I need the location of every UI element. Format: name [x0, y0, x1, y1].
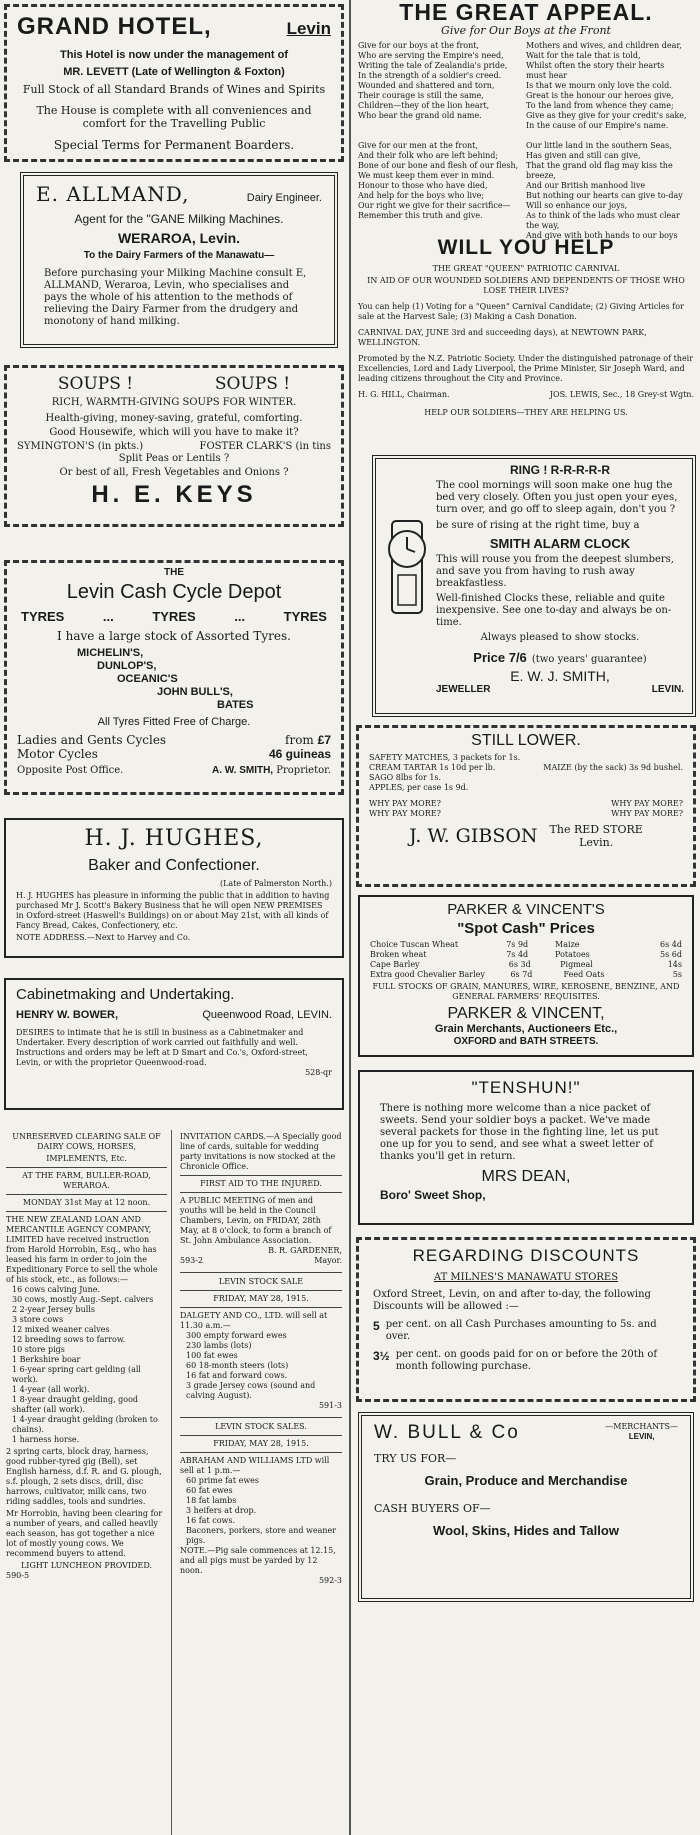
help-secretary: JOS. LEWIS, Sec., 18 Grey-st Wgtn.	[549, 390, 694, 399]
list-item: 18 fat lambs	[186, 1496, 237, 1505]
cycle-price2: 46 guineas	[268, 747, 331, 761]
small-notices	[176, 1130, 346, 1835]
appeal-subtitle: Give for Our Boys at the Front	[441, 24, 611, 37]
verse-line: To the land from whence they came;	[526, 101, 674, 110]
list-item: 16 fat cows.	[186, 1516, 236, 1525]
cycle-depot-ad	[4, 560, 344, 795]
list-item: 3 grade Jersey cows (sound and calving August).	[186, 1381, 316, 1400]
hughes-body: H. J. HUGHES has pleasure in informing the public that in addition to having purchased Mr J. Scott's Bakery Business that he will open NEW PREMISES in Oxford-street (Haswell's Buildings) on or about May 21st, with all kinds of Fancy Bread, Cakes, Confectionery, etc.	[16, 891, 330, 930]
verse-line: Children—they of the lion heart,	[358, 101, 490, 110]
soups-symington: SYMINGTON'S (in pkts.)	[17, 441, 144, 452]
cycle-motor: Motor Cycles	[17, 747, 98, 761]
verse-line: That the grand old flag may kiss the	[526, 161, 673, 170]
bower-body: DESIRES to intimate that he is still in business as a Cabinetmaker and Undertaker. Every description of work carried out faithfully and well. Instructions and orders may be left at D Smart and Co.'s, Oxford-street, Levin, or with the proprietor Queenwood-road.	[16, 1028, 308, 1067]
appeal-left-verses	[358, 41, 519, 241]
clock-price: Price 7/6	[473, 650, 527, 665]
parker-trade: Grain Merchants, Auctioneers Etc.,	[434, 1023, 618, 1035]
discounts-head: REGARDING DISCOUNTS	[412, 1246, 640, 1265]
table-row	[370, 960, 682, 970]
cycle-tyres-2: TYRES	[152, 609, 196, 624]
price-item: Pigmeal	[560, 960, 593, 969]
clock-seller: E. W. J. SMITH,	[510, 668, 610, 684]
still-why-4: WHY PAY MORE?	[611, 809, 683, 818]
still-why-3: WHY PAY MORE?	[369, 809, 441, 818]
grand-hotel-line1: This Hotel is now under the management of	[60, 49, 288, 61]
stock-sale-2-ref: 592-3	[318, 1576, 342, 1585]
price-value: 6s 7d	[510, 970, 533, 979]
verse-line: Give for our men at the front,	[358, 141, 478, 150]
bull-name: W. BULL & Co	[374, 1422, 520, 1443]
still-title: STILL LOWER.	[471, 732, 581, 749]
stock-sale-1-date: FRIDAY, MAY 28, 1915.	[213, 1294, 309, 1303]
price-value: 14s	[667, 960, 682, 969]
price-item: Potatoes	[555, 950, 590, 959]
grand-hotel-line3: Full Stock of all Standard Brands of Wines and Spirits	[22, 83, 326, 96]
parker-spot: "Spot Cash" Prices	[457, 920, 595, 937]
stock-sale-1-head: LEVIN STOCK SALE	[218, 1277, 304, 1286]
verse-line: As to think of the lads who must clear	[526, 211, 680, 220]
clock-p5: Always pleased to show stocks.	[480, 632, 640, 643]
cycle-opposite: Opposite Post Office.	[17, 765, 124, 776]
clock-p4: Well-finished Clocks these, reliable and quite inexpensive. See one to-day and always be on-time.	[436, 593, 672, 628]
first-aid-ref: 593-2	[180, 1256, 204, 1265]
cycle-from: from	[285, 733, 314, 747]
clearing-ref: 590-5	[6, 1571, 30, 1580]
price-value: 6s 4d	[660, 940, 682, 949]
list-item: 100 fat ewes	[186, 1351, 238, 1360]
help-s1: THE GREAT "QUEEN" PATRIOTIC CARNIVAL	[432, 264, 620, 273]
grand-hotel-place: Levin	[286, 19, 331, 38]
price-value: 5s	[672, 970, 682, 979]
still-lower-ad	[356, 725, 696, 887]
cycle-title: Levin Cash Cycle Depot	[66, 581, 282, 603]
price-item: Feed Oats	[563, 970, 605, 979]
cycle-tyres-3: TYRES	[283, 609, 327, 624]
first-aid-body: A PUBLIC MEETING of men and youths will be held in the Council Chambers, Levin, on FRIDAY, 28th May, at 8 o'clock, to form a branch of St. John Ambulance Association.	[180, 1196, 332, 1245]
price-value: 6s 3d	[508, 960, 531, 969]
cycle-brand-dunlop: DUNLOP'S,	[97, 660, 157, 672]
verse-line: Bone of our bone and flesh of our flesh,	[358, 161, 519, 170]
verse-line: the way,	[526, 221, 560, 230]
verse-line: must hear	[526, 71, 568, 80]
verse-line: But nothing our hearts can give to-day	[526, 191, 683, 200]
list-item: 12 mixed weaner calves	[12, 1325, 110, 1334]
clearing-lunch: LIGHT LUNCHEON PROVIDED.	[20, 1561, 153, 1570]
verse-line: Their courage is still the same,	[358, 91, 484, 100]
verse-line: Writing the tale of Zealandia's pride,	[358, 61, 508, 70]
verse-line: Wait for the tale that is told,	[526, 51, 641, 60]
parker-stocks: FULL STOCKS OF GRAIN, MANURES, WIRE, KEROSENE, BENZINE, AND GENERAL FARMERS' REQUISITES.	[372, 982, 680, 1001]
stock-sale-2-date: FRIDAY, MAY 28, 1915.	[213, 1439, 309, 1448]
cycle-proprietor: Proprietor.	[276, 765, 331, 776]
verse-line: Our right we give for their sacrifice—	[358, 201, 511, 210]
cycle-brand-oceanic: OCEANIC'S	[117, 673, 178, 685]
help-title: WILL YOU HELP	[437, 236, 615, 259]
verse-line: Whilst often the story their hearts	[526, 61, 665, 70]
hughes-name: H. J. HUGHES,	[84, 826, 264, 851]
soups-head1: SOUPS !	[57, 374, 134, 394]
cycle-ladies: Ladies and Gents Cycles	[17, 733, 167, 747]
help-p3: Promoted by the N.Z. Patriotic Society. Under the distinguished patronage of their Excellencies, Lord and Lady Liverpool, the Prime Minister, Sir Joseph Ward, and leading citizens throughout the City and Province.	[358, 354, 694, 383]
list-item: 1 4-year (all work).	[12, 1385, 90, 1394]
help-p1: You can help (1) Voting for a "Queen" Carnival Candidate; (2) Giving Articles for sale at the Harvest Sale; (3) Making a Cash Donation.	[358, 302, 684, 321]
list-item: 16 cows calving June.	[12, 1285, 101, 1294]
list-item: 60 prime fat ewes	[186, 1476, 259, 1485]
soups-ad	[4, 365, 344, 527]
cycle-price1: £7	[317, 733, 331, 747]
verse-line: In the cause of our Empire's name.	[526, 121, 669, 130]
list-item: 300 empty forward ewes	[186, 1331, 287, 1340]
verse-line: Wounded and shattered and torn,	[358, 81, 495, 90]
grand-hotel-line5: Special Terms for Permanent Boarders.	[53, 138, 295, 152]
discount-1-text: per cent. on all Cash Purchases amounting to 5s. and over.	[385, 1319, 657, 1342]
list-item: 12 breeding sows to farrow.	[12, 1335, 126, 1344]
clock-p1: The cool mornings will soon make one hug the bed very closely. Often you just open your eyes, turn over, and go off to sleep again, don't you ?	[436, 480, 678, 515]
verse-line: breeze,	[526, 171, 556, 180]
stock-sale-2-intro: ABRAHAM AND WILLIAMS LTD will sell at 1 p.m.—	[180, 1456, 330, 1475]
list-item: 3 heifers at drop.	[186, 1506, 257, 1515]
clock-jeweller: JEWELLER	[436, 684, 491, 695]
grand-hotel-line4: The House is complete with all conveniences and comfort for the Travelling Public	[36, 104, 312, 130]
cycle-fitted: All Tyres Fitted Free of Charge.	[97, 716, 251, 728]
hughes-late: (Late of Palmerston North.)	[219, 879, 332, 888]
stock-sale-1-ref: 591-3	[318, 1401, 342, 1410]
clearing-tail: 2 spring carts, block dray, harness, good rubber-tyred gig (Bell), set English harness, d.f. R. and G. plough, s.f. plough, 2 sets discs, drill, disc harrows, cultivator, milk cans, two riding saddles, tools and sundries.	[6, 1447, 162, 1506]
invitation-notice: INVITATION CARDS.—A Specially good line of cards, suitable for wedding party invitations is now stocked at the Chronicle Office.	[180, 1132, 342, 1171]
bull-try: TRY US FOR—	[374, 1452, 457, 1465]
list-item: 230 lambs (lots)	[186, 1341, 252, 1350]
verse-line: Give as they give for your credit's sake,	[526, 111, 687, 120]
bull-goods: Grain, Produce and Merchandise	[424, 1473, 628, 1488]
soups-keys-name: H. E. KEYS	[91, 481, 257, 508]
discount-2-text: per cent. on goods paid for on or before the 20th of month following purchase.	[395, 1349, 658, 1372]
discounts-ad	[356, 1237, 696, 1402]
appeal-right-verses	[526, 41, 694, 241]
list-item: 10 store pigs	[12, 1345, 65, 1354]
still-name: J. W. GIBSON	[409, 825, 538, 847]
price-value: 7s 9d	[506, 940, 529, 949]
verse-line: In the strength of a soldier's creed.	[358, 71, 502, 80]
verse-line: Mothers and wives, and children dear,	[526, 41, 682, 50]
still-why-2: WHY PAY MORE?	[611, 799, 683, 808]
allmand-place: WERAROA, Levin.	[117, 230, 241, 246]
clearing-h1: UNRESERVED CLEARING SALE OF DAIRY COWS, HORSES,	[12, 1132, 161, 1151]
clearing-items	[6, 1285, 167, 1445]
price-value: 7s 4d	[506, 950, 529, 959]
clock-guarantee: (two years' guarantee)	[531, 654, 647, 665]
verse-line: Who are serving the Empire's need,	[358, 51, 504, 60]
clock-p2: be sure of rising at the right time, buy a	[436, 520, 640, 531]
list-item: 1 8-year draught gelding, good shafter (all work).	[12, 1395, 139, 1414]
still-store: The RED STORE	[549, 823, 643, 836]
verse-line: And their folk who are left behind;	[358, 151, 499, 160]
soups-line3: Good Housewife, which will you have to make it?	[49, 427, 299, 438]
verse-line: And our British manhood live	[526, 181, 646, 190]
cycle-dots-2: ...	[234, 609, 246, 624]
clearing-note: Mr Horrobin, having been clearing for a number of years, and called heavily each season, has got together a nice lot of mostly young cows. We recommend buyers to attend.	[6, 1509, 163, 1558]
bull-ad	[358, 1412, 694, 1602]
clock-head: RING ! R-R-R-R-R	[510, 463, 610, 477]
clearing-intro: THE NEW ZEALAND LOAN AND MERCANTILE AGENCY COMPANY, LIMITED have received instruction from Harold Horrobin, Esq., who has leased his farm in order to join the Expeditionary Force to sell the whole of his stock, etc., as follows:—	[6, 1215, 158, 1284]
appeal-title: THE GREAT APPEAL.	[399, 0, 653, 25]
verse-line: Our little land in the southern Seas,	[526, 141, 672, 150]
verse-line: Great is the honour our heroes give,	[526, 91, 674, 100]
cycle-dots-1: ...	[102, 609, 114, 624]
price-item: Choice Tuscan Wheat	[370, 940, 459, 949]
verse-line: Honour to those who have died,	[358, 181, 488, 190]
soups-line5: Split Peas or Lentils ?	[118, 453, 230, 464]
verse-line: And give with both hands to our boys	[526, 231, 678, 240]
hughes-ad	[4, 818, 344, 958]
list-item: 1 6-year spring cart gelding (all work).	[12, 1365, 141, 1384]
clock-levin: LEVIN.	[651, 684, 684, 695]
still-why-1: WHY PAY MORE?	[369, 799, 441, 808]
right-column	[352, 0, 700, 1835]
help-footer: HELP OUR SOLDIERS—THEY ARE HELPING US.	[424, 408, 628, 417]
clock-p3: This will rouse you from the deepest slumbers, and save you from having to rush away breakfastless.	[436, 554, 674, 589]
grand-hotel-title: GRAND HOTEL,	[17, 13, 212, 40]
tenshun-name: MRS DEAN,	[481, 1168, 571, 1185]
discounts-p1: Oxford Street, Levin, on and after to-day, the following Discounts will be allowed :—	[373, 1289, 651, 1312]
cycle-proprietor-name: A. W. SMITH,	[211, 765, 274, 776]
list-item: 60 18-month steers (lots)	[186, 1361, 289, 1370]
price-item: Maize	[555, 940, 580, 949]
cycle-brand-michelin: MICHELIN'S,	[77, 647, 144, 659]
price-value: 5s 6d	[660, 950, 682, 959]
allmand-role: Dairy Engineer.	[246, 192, 322, 204]
parker-prices	[370, 940, 682, 980]
first-aid-mayor: Mayor.	[314, 1256, 342, 1265]
stock-sale-2-head: LEVIN STOCK SALES.	[215, 1422, 307, 1431]
list-item: 16 fat and forward cows.	[186, 1371, 288, 1380]
table-row	[370, 950, 682, 960]
help-p2: CARNIVAL DAY, JUNE 3rd and succeeding days), at NEWTOWN PARK, WELLINGTON.	[358, 328, 647, 347]
list-item: 3 store cows	[12, 1315, 64, 1324]
list-item: Baconers, porkers, store and weaner pigs.	[186, 1526, 337, 1545]
verse-line: Remember this truth and give.	[358, 211, 483, 220]
parker-address: OXFORD and BATH STREETS.	[453, 1036, 599, 1047]
cycle-stock: I have a large stock of Assorted Tyres.	[57, 629, 291, 643]
list-item: 1 harness horse.	[12, 1435, 80, 1444]
list-item: 2 2-year Jersey bulls	[12, 1305, 95, 1314]
tenshun-ad	[358, 1070, 694, 1225]
bull-levin: LEVIN,	[628, 1432, 655, 1441]
bull-cash: CASH BUYERS OF—	[374, 1502, 491, 1515]
cycle-brand-bates: BATES	[217, 699, 254, 711]
list-item: 60 fat ewes	[186, 1486, 233, 1495]
bower-address: Queenwood Road, LEVIN.	[202, 1009, 332, 1021]
parker-vincent-ad	[358, 895, 694, 1057]
soups-line2: Health-giving, money-saving, grateful, comforting.	[45, 413, 303, 424]
discount-1-rate: 5	[373, 1319, 380, 1333]
cycle-the: THE	[164, 567, 184, 578]
cycle-brand-john-bull: JOHN BULL'S,	[157, 686, 233, 698]
soups-line1: RICH, WARMTH-GIVING SOUPS FOR WINTER.	[51, 397, 297, 408]
verse-line: Is that we mourn only love the cold.	[526, 81, 672, 90]
hughes-note: NOTE ADDRESS.—Next to Harvey and Co.	[16, 933, 191, 942]
verse-line: Who bear the grand old name.	[358, 111, 482, 120]
table-row	[370, 940, 682, 950]
clearing-date: MONDAY 31st May at 12 noon.	[22, 1198, 151, 1207]
bower-ad	[4, 978, 344, 1110]
clearing-sale-ad	[2, 1130, 172, 1835]
cycle-tyres-1: TYRES	[21, 609, 65, 624]
help-chairman: H. G. HILL, Chairman.	[358, 390, 450, 399]
verse-line: Give for our boys at the front,	[358, 41, 480, 50]
bower-name: HENRY W. BOWER,	[16, 1009, 119, 1021]
stock-sale-2-note: NOTE.—Pig sale commences at 12.15, and all pigs must be yarded by 12 noon.	[180, 1546, 336, 1575]
help-s2: IN AID OF OUR WOUNDED SOLDIERS AND DEPENDENTS OF THOSE WHO LOSE THEIR LIVES?	[367, 276, 685, 295]
bower-ref: 528-qr	[305, 1068, 332, 1077]
soups-line6: Or best of all, Fresh Vegetables and Onions ?	[59, 467, 289, 478]
grand-hotel-manager: MR. LEVETT (Late of Wellington & Foxton)	[63, 66, 285, 78]
tenshun-shop: Boro' Sweet Shop,	[380, 1188, 486, 1202]
discounts-sub: AT MILNES'S MANAWATU STORES	[433, 1272, 619, 1283]
allmand-body: Before purchasing your Milking Machine consult E, ALLMAND, Weraroa, Levin, who specialises and pays the whole of his attention to the methods of relieving the Dairy Farmer from the drudgery and monotony of hand milking.	[44, 268, 307, 327]
stock-sale-1-intro: DALGETY AND CO., LTD. will sell at 11.30 a.m.—	[180, 1311, 328, 1330]
price-item: Cape Barley	[370, 960, 420, 969]
verse-line: We must keep them ever in mind.	[358, 171, 495, 180]
price-item: Extra good Chevalier Barley	[370, 970, 485, 979]
parker-name: PARKER & VINCENT,	[447, 1005, 605, 1022]
will-you-help-ad	[354, 236, 698, 444]
price-item: Broken wheat	[370, 950, 427, 959]
bull-merchants: —MERCHANTS—	[605, 1422, 678, 1431]
first-aid-signature: B. R. GARDENER,	[268, 1246, 342, 1255]
hughes-trade: Baker and Confectioner.	[88, 857, 260, 874]
soups-head2: SOUPS !	[214, 374, 291, 394]
clock-icon	[384, 519, 430, 615]
allmand-ad	[20, 172, 338, 348]
column-rule	[349, 0, 351, 1835]
still-l2b: MAIZE (by the sack) 3s 9d bushel.	[543, 763, 683, 772]
verse-line: Has given and still can give,	[526, 151, 641, 160]
list-item: 1 Berkshire boar	[12, 1355, 81, 1364]
tenshun-body: There is nothing more welcome than a nice packet of sweets. Send your soldier boys a packet. We've made several packets for those in the fighting line, let us put one up for you to send, and see what a sweet letter of thanks you'll get in return.	[380, 1103, 659, 1162]
grand-hotel-ad	[4, 4, 344, 162]
still-place: Levin.	[579, 836, 614, 849]
still-l2a: CREAM TARTAR 1s 10d per lb.	[369, 763, 496, 772]
bower-title: Cabinetmaking and Undertaking.	[16, 986, 235, 1003]
allmand-agent: Agent for the "GANE Milking Machines.	[74, 212, 284, 226]
soups-foster-clark: FOSTER CLARK'S (in tins	[199, 441, 331, 452]
allmand-name: E. ALLMAND,	[36, 182, 190, 206]
great-appeal-ad	[354, 0, 698, 240]
verse-line: Will so enhance our joys,	[526, 201, 628, 210]
clearing-farm: AT THE FARM, BULLER-ROAD, WERAROA.	[22, 1171, 151, 1190]
clearing-h2: IMPLEMENTS, Etc.	[46, 1154, 127, 1163]
tenshun-head: "TENSHUN!"	[471, 1078, 581, 1097]
verse-line: And help for the boys who live;	[358, 191, 485, 200]
parker-head: PARKER & VINCENT'S	[447, 901, 605, 918]
alarm-clock-ad	[372, 455, 696, 717]
table-row	[370, 970, 682, 980]
allmand-to: To the Dairy Farmers of the Manawatu—	[83, 250, 275, 261]
bull-buy: Wool, Skins, Hides and Tallow	[433, 1523, 619, 1538]
still-l1: SAFETY MATCHES, 3 packets for 1s.	[369, 753, 521, 762]
discount-2-rate: 3½	[373, 1349, 390, 1363]
first-aid-head: FIRST AID TO THE INJURED.	[200, 1179, 322, 1188]
clock-name: SMITH ALARM CLOCK	[489, 536, 631, 551]
left-column	[0, 0, 349, 1835]
still-l4: APPLES, per case 1s 9d.	[369, 783, 469, 792]
still-l3: SAGO 8lbs for 1s.	[369, 773, 442, 782]
list-item: 30 cows, mostly Aug.-Sept. calvers	[12, 1295, 154, 1304]
list-item: 1 4-year draught gelding (broken to chains).	[12, 1415, 158, 1434]
